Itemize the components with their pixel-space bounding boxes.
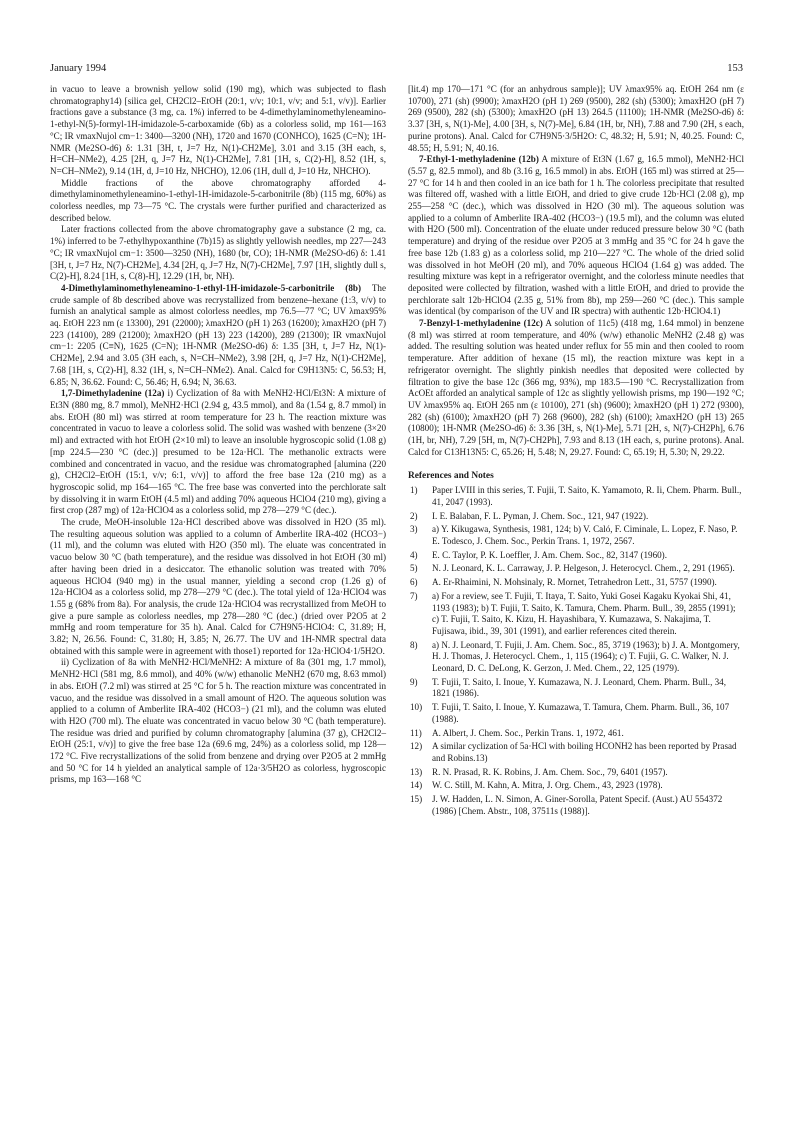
- paragraph: [50, 657, 386, 786]
- issue-date: January 1994: [50, 63, 107, 74]
- left-column: [50, 84, 386, 786]
- paragraph-text: Later fractions collected from the above chromatography gave a substance (2 mg, ca. 1%) inferred to be 7-ethylhypoxanthine (7b)15) as slightly yellowish needles, mp 227—243 °C; IR νmaxNujol cm−1: 3500—3250 (NH), 1680 (br, CO); 1H-NMR (Me2SO-d6) δ: 1.41 [3H, t, J=7 Hz, N(7)-CH2Me], 4.34 [2H, q, J=7 Hz, N(7)-CH2Me], 7.97 [1H, slightly dull s, C(2)-H], 8.24 [1H, s, C(8)-H], 12.29 (1H, br, NH).: [50, 224, 386, 282]
- references-title: References and Notes: [408, 470, 494, 481]
- reference-item: [408, 591, 744, 638]
- reference-item: [408, 524, 744, 547]
- paragraph: [50, 178, 386, 225]
- reference-item: [408, 794, 744, 817]
- paragraph-text: [lit.4) mp 170—171 °C (for an anhydrous sample)]; UV λmax95% aq. EtOH 264 nm (ε 10700), 271 (sh) (9900); λmaxH2O (pH 1) 269 (9500), 282 (sh) (5300); λmaxH2O (pH 7) 269 (9500), 282 (sh) (5300); λmaxH2O (pH 13) 264.5 (11100); 1H-NMR (Me2SO-d6) δ: 3.37 [3H, s, N(1)-Me], 4.00 [3H, s, N(7)-Me], 6.84 (1H, br, NH), 7.88 and 7.90 (2H, s each, purine protons). Anal. Calcd for C7H9N5·3/5H2O: C, 48.32; H, 5.91; N, 40.25. Found: C, 48.55; H, 5.91; N, 40.16.: [408, 84, 744, 153]
- page-header: [50, 63, 743, 77]
- section-heading: 7-Benzyl-1-methyladenine (12c): [419, 318, 543, 329]
- paragraph-text: A solution of 11c5) (418 mg, 1.64 mmol) in benzene (8 ml) was stirred at room temperature, and 40% (w/w) ethanolic MeNH2 (2.48 g) was added. The resulting solution was heated under reflux for 55 min and then cooled to room temperature. After addition of hexane (15 ml), the reaction mixture was kept in a refrigerator overnight. The slightly pinkish needles that deposited were collected by filtration to give the base 12c (366 mg, 93%), mp 183.5—190 °C. Recrystallization from AcOEt afforded an analytical sample of 12c as slightly yellowish prisms, mp 190—192 °C; UV λmax95% aq. EtOH 265 nm (ε 10100), 271 (sh) (9600); λmaxH2O (pH 1) 272 (9300), 282 (sh) (6100); λmaxH2O (pH 7) 268 (9600), 282 (sh) (6100); λmaxH2O (pH 13) 265 (10800); 1H-NMR (Me2SO-d6) δ: 3.36 [3H, s, N(1)-Me], 5.71 [2H, s, N(7)-CH2Ph], 6.76 (1H, br, NH), 7.29 [5H, m, N(7)-CH2Ph], 7.93 and 8.13 (1H each, s, purine protons). Anal. Calcd for C13H13N5: C, 65.26; H, 5.48; N, 29.27. Found: C, 65.19; H, 5.30; N, 29.22.: [408, 318, 744, 457]
- reference-text: I. E. Balaban, F. L. Pyman, J. Chem. Soc., 121, 947 (1922).: [432, 510, 649, 521]
- reference-text: Paper LVIII in this series, T. Fujii, T. Saito, K. Yamamoto, R. Ii, Chem. Pharm. Bull., 41, 2047 (1993).: [432, 485, 742, 507]
- reference-item: [408, 563, 744, 575]
- references-list: [408, 485, 744, 817]
- reference-text: a) Y. Kikugawa, Synthesis, 1981, 124; b) V. Caló, F. Ciminale, L. Lopez, F. Naso, P. E. Todesco, J. Chem. Soc., Perkin Trans. 1, 1972, 2567.: [432, 524, 738, 547]
- reference-text: A. Er-Rhaimini, N. Mohsinaly, R. Mornet, Tetrahedron Lett., 31, 5757 (1990).: [432, 577, 717, 588]
- paragraph-text: ii) Cyclization of 8a with MeNH2·HCl/MeNH2: A mixture of 8a (301 mg, 1.7 mmol), MeNH2·HCl (581 mg, 8.6 mmol), and 40% (w/w) ethanolic MeNH2 (670 mg, 8.63 mmol) in abs. EtOH (7.2 ml) was stirred at 25 °C for 5 h. The reaction mixture was concentrated in vacuo, and the residue was dissolved in a small amount of H2O. The aqueous solution was applied to a column of Amberlite IRA-402 (HCO3−) (21 ml), and the column was eluted with H2O (700 ml). The eluate was concentrated in vacuo below 30 °C (bath temperature). The residue was dried and purified by column chromatography [alumina (37 g), CH2Cl2–EtOH (25:1, v/v)] to give the free base 12a (69.6 mg, 24%) as a colorless solid, mp 128—172 °C. Five recrystallizations of the solid from benzene and drying over P2O5 at 2 mmHg and 50 °C for 14 h yielded an analytical sample of 12a·3/5H2O as colorless, hygroscopic prisms, mp 163—168 °C: [50, 657, 386, 785]
- reference-item: [408, 702, 744, 725]
- reference-number: 2): [410, 510, 418, 521]
- paragraph: [50, 84, 386, 178]
- reference-number: 4): [410, 549, 418, 560]
- section-heading: 1,7-Dimethyladenine (12a): [61, 388, 165, 399]
- paragraph: [50, 388, 386, 517]
- reference-number: 14): [410, 780, 423, 791]
- paragraph: [408, 318, 744, 458]
- paragraph-text: A mixture of Et3N (1.67 g, 16.5 mmol), MeNH2·HCl (5.57 g, 82.5 mmol), and 8b (3.16 g, 16.5 mmol) in abs. EtOH (165 ml) was stirred at 25—27 °C for 14 h and then cooled in an ice bath for 1 h. The colorless precipitate that resulted was filtered off, washed with a little EtOH, and dried to give crude 12b·HCl (2.08 g), mp 255—258 °C (dec.), which was dissolved in H2O (30 ml). The aqueous solution was applied to a column of Amberlite IRA-402 (HCO3−) (19.5 ml), and the column was eluted with H2O (500 ml). Concentration of the eluate under reduced pressure below 30 °C (bath temperature) and drying of the residue over P2O5 at 3 mmHg and 35 °C for 24 h gave the free base 12b (1.83 g) as a colorless solid, mp 210—227 °C. The whole of the dried solid was dissolved in hot MeOH (20 ml), and 70% aqueous HClO4 (1.64 g) was added. The resulting mixture was kept in a refrigerator overnight, and the colorless minute needles that deposited were collected by filtration, washed with a little EtOH, and dried to provide the perchlorate salt 12b·HClO4 (2.35 g, 51% from 8b), mp 259—260 °C (dec.). This sample was identical (by comparison of the UV and IR spectra) with authentic 12b·HClO4.1): [408, 154, 745, 317]
- paragraph: [50, 283, 386, 388]
- reference-item: [408, 511, 744, 523]
- reference-number: 7): [410, 590, 418, 601]
- reference-text: N. J. Leonard, K. L. Carraway, J. P. Helgeson, J. Heterocycl. Chem., 2, 291 (1965).: [432, 563, 735, 574]
- reference-item: [408, 677, 744, 700]
- reference-text: a) For a review, see T. Fujii, T. Itaya, T. Saito, Yuki Gosei Kagaku Kyokai Shi, 41, 1193 (1983); b) T. Fujii, T. Saito, K. Tamura, Chem. Pharm. Bull., 39, 2855 (1991); c) T. Fujii, T. Saito, K. Kizu, H. Hayashibara, Y. Kumazawa, S. Nakajima, T. Fujisawa, ibid., 39, 301 (1991), and earlier references cited therein.: [432, 590, 736, 636]
- paragraph-text: Middle fractions of the above chromatography afforded 4-dimethylaminomethyleneamino-1-ethyl-1H-imidazole-5-carbonitrile (8b) (115 mg, 60%) as colorless needles, mp 73—75 °C. The crystals were further purified and characterized as described below.: [50, 177, 386, 223]
- section-heading: 7-Ethyl-1-methyladenine (12b): [419, 154, 539, 165]
- reference-text: a) N. J. Leonard, T. Fujii, J. Am. Chem. Soc., 85, 3719 (1963); b) J. A. Montgomery, H. J. Thomas, J. Heterocycl. Chem., 1, 115 (1964); c) T. Fujii, G. C. Walker, N. J. Leonard, D. C. DeLong, K. Gerzon, J. Med. Chem., 22, 125 (1979).: [432, 639, 740, 674]
- reference-number: 11): [410, 727, 422, 738]
- reference-item: [408, 485, 744, 508]
- paragraph: [50, 517, 386, 657]
- section-heading: 4-Dimethylaminomethyleneamino-1-ethyl-1H-imidazole-5-carbonitrile (8b): [61, 282, 361, 293]
- reference-number: 10): [410, 702, 423, 713]
- right-column-body: [408, 84, 744, 459]
- reference-number: 9): [410, 676, 418, 687]
- reference-text: T. Fujii, T. Saito, I. Inoue, Y. Kumazawa, T. Tamura, Chem. Pharm. Bull., 36, 107 (1988).: [432, 702, 730, 724]
- reference-text: E. C. Taylor, P. K. Loeffler, J. Am. Chem. Soc., 82, 3147 (1960).: [432, 549, 667, 560]
- reference-number: 8): [410, 639, 418, 650]
- reference-number: 6): [410, 577, 418, 588]
- reference-text: A. Albert, J. Chem. Soc., Perkin Trans. 1, 1972, 461.: [432, 727, 624, 738]
- reference-text: W. C. Still, M. Kahn, A. Mitra, J. Org. Chem., 43, 2923 (1978).: [432, 780, 663, 791]
- reference-text: J. W. Hadden, L. N. Simon, A. Giner-Sorolla, Patent Specif. (Aust.) AU 554372 (1986) [Chem. Abstr., 108, 37511s (1988)].: [432, 794, 723, 816]
- paragraph: [50, 224, 386, 283]
- reference-number: 15): [410, 794, 423, 805]
- page-number: 153: [727, 63, 743, 74]
- reference-text: R. N. Prasad, R. K. Robins, J. Am. Chem. Soc., 79, 6401 (1957).: [432, 766, 668, 777]
- reference-number: 1): [410, 485, 418, 496]
- reference-item: [408, 728, 744, 740]
- right-column: [408, 84, 744, 819]
- reference-number: 3): [410, 524, 418, 535]
- paragraph: [408, 84, 744, 154]
- reference-number: 13): [410, 766, 423, 777]
- reference-item: [408, 780, 744, 792]
- reference-item: [408, 767, 744, 779]
- reference-text: T. Fujii, T. Saito, I. Inoue, Y. Kumazawa, N. J. Leonard, Chem. Pharm. Bull., 34, 1821 (1986).: [432, 676, 726, 699]
- reference-number: 12): [410, 741, 423, 752]
- paragraph-text: in vacuo to leave a brownish yellow solid (190 mg), which was subjected to flash chromatography14) [silica gel, CH2Cl2–EtOH (20:1, v/v; 10:1, v/v; and 5:1, v/v)]. Earlier fractions gave a substance (3 mg, ca. 1%) inferred to be 4-dimethylaminomethyleneamino-1-ethyl-N(5)-formyl-1H-imidazole-5-carboxamide (6b) as a colorless solid, mp 161—163 °C; IR νmaxNujol cm−1: 3400—3200 (NH), 1720 and 1670 (CONHCO), 1625 (C=N); 1H-NMR (Me2SO-d6) δ: 1.31 [3H, t, J=7 Hz, N(1)-CH2Me], 3.01 and 3.15 (3H each, s, H=CH–NMe2), 4.25 [2H, q, J=7 Hz, N(1)-CH2Me], 7.81 [1H, s, C(2)-H], 8.52 (1H, s, N=CH–NMe2), 9.14 (1H, d, J=10 Hz, NHCHO), 12.06 (1H, dull d, J=10 Hz, NHCHO).: [50, 84, 386, 176]
- paragraph-text: i) Cyclization of 8a with MeNH2·HCl/Et3N: A mixture of Et3N (880 mg, 8.7 mmol), MeNH2·HCl (2.94 g, 43.5 mmol), and 8a (1.54 g, 8.7 mmol) in abs. EtOH (80 ml) was stirred at room temperature for 23 h. The reaction mixture was concentrated in vacuo to leave a colorless solid. The solid was washed with benzene (3×20 ml) and extracted with hot EtOH (2×10 ml) to leave an insoluble hygroscopic solid (1.08 g) [mp 224.5—230 °C (dec.)] presumed to be 12a·HCl. The methanolic extracts were combined and concentrated in vacuo, and the residue was chromatographed [alumina (220 g), CH2Cl2–EtOH (15:1, v/v; 6:1, v/v)] to afford the free base 12a (210 mg) as a hygroscopic solid, mp 164—165 °C. The free base was converted into the perchlorate salt by dissolving it in warm EtOH (4.5 ml) and adding 70% aqueous HClO4 (210 mg), giving a first crop (287 mg) of 12a·HClO4 as a colorless solid, mp 278—279 °C (dec.).: [50, 388, 386, 516]
- reference-item: [408, 640, 744, 675]
- paragraph-text: The crude, MeOH-insoluble 12a·HCl described above was dissolved in H2O (35 ml). The resulting aqueous solution was applied to a column of Amberlite IRA-402 (HCO3−) (11 ml), and the column was eluted with H2O (350 ml). The eluate was concentrated in vacuo below 30 °C (bath temperature), and the residue was dissolved in hot EtOH (30 ml) after having been dried in a desiccator. The ethanolic solution was treated with 70% aqueous HClO4 (940 mg) in the usual manner, yielding a second crop (1.26 g) of 12a·HClO4 as a colorless solid, mp 278—279 °C (dec.). The total yield of 12a·HClO4 was 1.55 g (68% from 8a). For analysis, the crude 12a·HClO4 was recrystallized from MeOH to give a pure sample as colorless needles, mp 278—280 °C (dec.) (dried over P2O5 at 2 mmHg and room temperature for 35 h). Anal. Calcd for C7H9N5·HClO4: C, 31.89; H, 3.82; N, 26.56. Found: C, 31.80; H, 3.85; N, 26.77. The UV and 1H-NMR spectral data obtained with this sample were in agreement with those1) reported for 12a·HClO4·1/5H2O.: [50, 517, 386, 656]
- reference-text: A similar cyclization of 5a·HCl with boiling HCONH2 has been reported by Prasad and Robins.13): [432, 741, 737, 763]
- paragraph-text: The crude sample of 8b described above was recrystallized from benzene–hexane (1:3, v/v) to furnish an analytical sample as almost colorless needles, mp 76.5—77 °C; UV λmax95% aq. EtOH 223 nm (ε 13300), 291 (22000); λmaxH2O (pH 1) 263 (16200); λmaxH2O (pH 7) 223 (14100), 289 (21200); λmaxH2O (pH 13) 223 (14200), 289 (21300); IR νmaxNujol cm−1: 2205 (C≡N), 1625 (C=N); 1H-NMR (Me2SO-d6) δ: 1.35 [3H, t, J=7 Hz, N(1)-CH2Me], 2.94 and 3.05 (3H each, s, N=CH–NMe2), 3.98 [2H, q, J=7 Hz, N(1)-CH2Me], 7.68 [1H, s, C(2)-H], 8.32 (1H, s, N=CH–NMe2). Anal. Calcd for C9H13N5: C, 56.53; H, 6.85; N, 36.62. Found: C, 56.46; H, 6.94; N, 36.63.: [50, 282, 387, 387]
- reference-number: 5): [410, 563, 418, 574]
- reference-item: [408, 577, 744, 589]
- paragraph: [408, 154, 744, 318]
- reference-item: [408, 741, 744, 764]
- reference-item: [408, 550, 744, 562]
